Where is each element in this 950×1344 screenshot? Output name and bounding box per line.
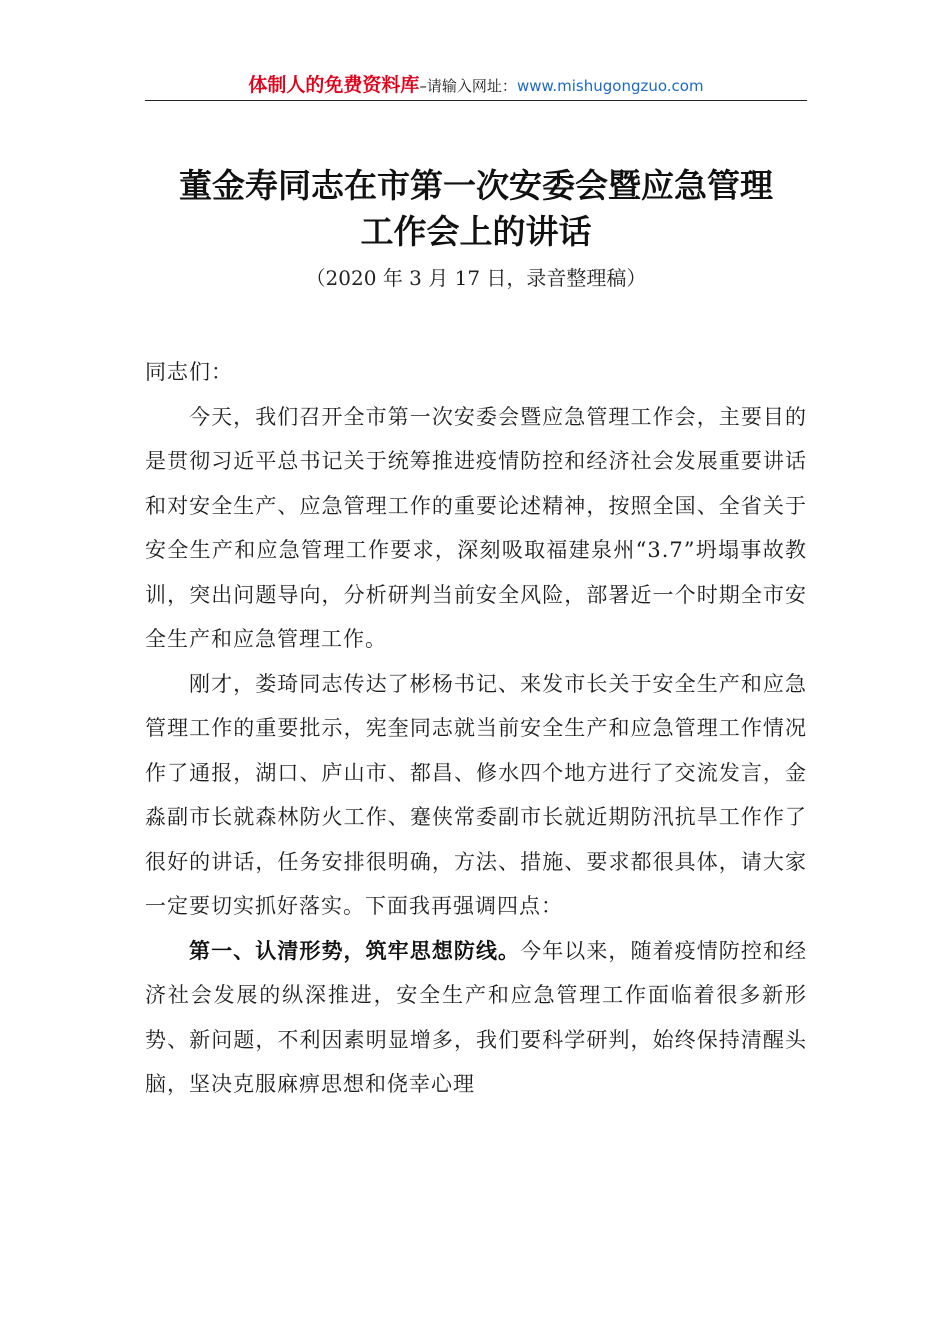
site-header [145,70,807,101]
paragraph-3-text: 今年以来，随着疫情防控和经济社会发展的纵深推进，安全生产和应急管理工作面临着很多新形势、新问题，不利因素明显增多，我们要科学研判，始终保持清醒头脑，坚决克服麻痹思想和侥幸心理 [145,938,808,1096]
title-line-1: 董金寿同志在市第一次安委会暨应急管理 [179,166,773,205]
salutation: 同志们： [145,360,233,384]
header-brand: 体制人的免费资料库 [248,74,420,96]
document-subtitle: （2020 年 3 月 17 日，录音整理稿） [305,266,647,290]
paragraph-2: 刚才，娄琦同志传达了彬杨书记、来发市长关于安全生产和应急管理工作的重要批示，宪奎同志就当前安全生产和应急管理工作情况作了通报，湖口、庐山市、都昌、修水四个地方进行了交流发言，金淼副市长就森林防火工作、蹇侠常委副市长就近期防汛抗旱工作作了很好的讲话，任务安排很明确，方法、措施、要求都很具体，请大家一定要切实抓好落实。下面我再强调四点： [145,671,807,918]
header-prompt: –请输入网址： [419,77,517,95]
document-title [145,163,807,255]
document-body [145,350,807,1107]
header-url-link[interactable]: www.mishugongzuo.com [516,77,704,95]
paragraph-3 [145,929,807,1107]
paragraph-1: 今天，我们召开全市第一次安委会暨应急管理工作会，主要目的是贯彻习近平总书记关于统筹推进疫情防控和经济社会发展重要讲话和对安全生产、应急管理工作的重要论述精神，按照全国、全省关于安全生产和应急管理工作要求，深刻吸取福建泉州“3.7”坍塌事故教训，突出问题导向，分析研判当前安全风险，部署近一个时期全市安全生产和应急管理工作。 [145,404,807,651]
title-line-2: 工作会上的讲话 [360,212,592,251]
paragraph-3-lead: 第一、认清形势，筑牢思想防线。 [189,938,521,963]
